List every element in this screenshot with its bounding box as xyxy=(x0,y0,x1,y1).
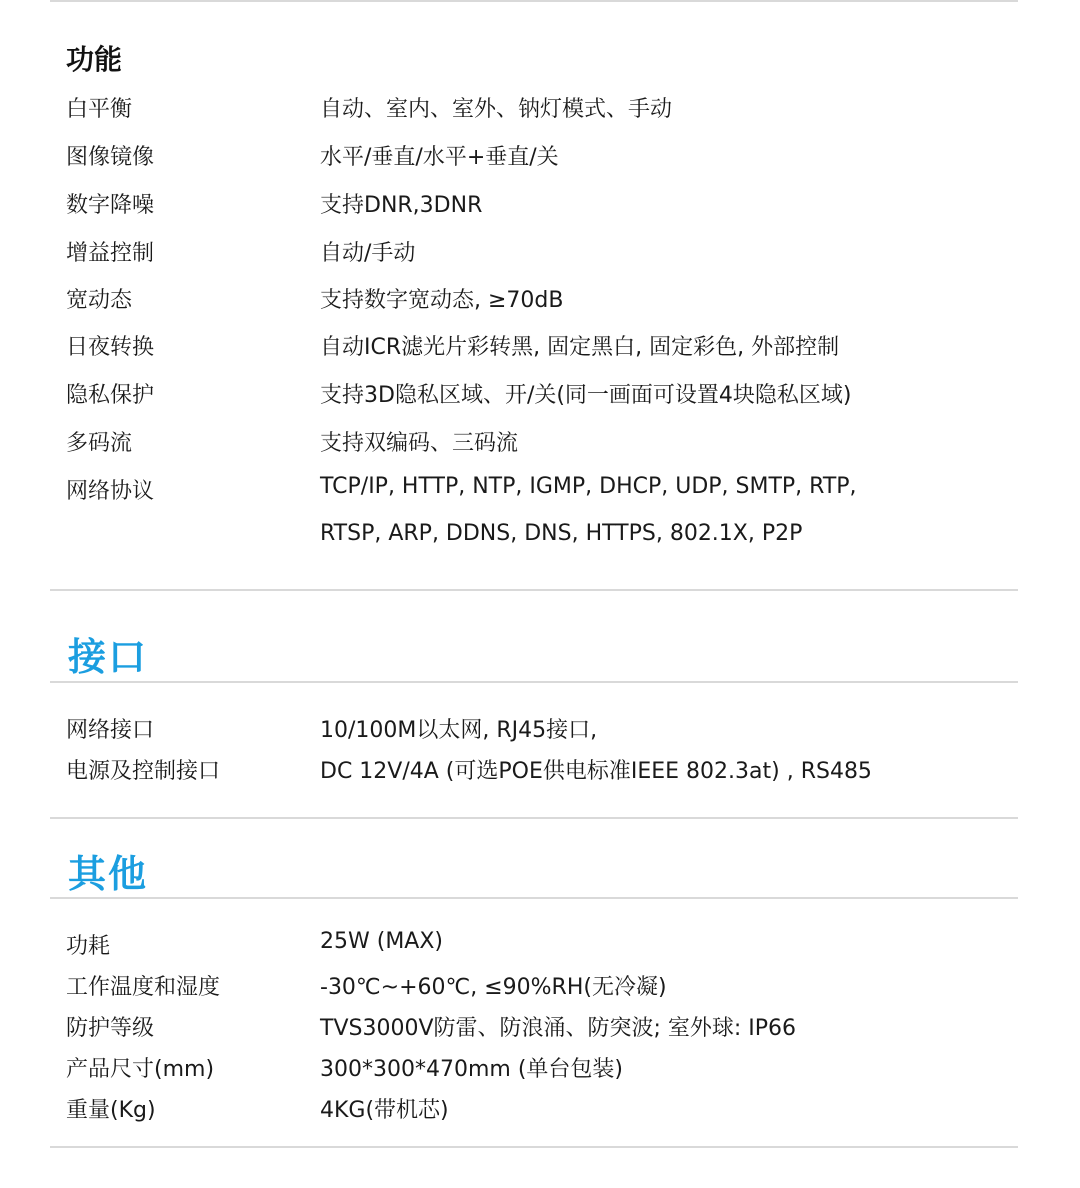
spec-label: 功耗 xyxy=(66,934,111,959)
spec-value: 支持数字宽动态, ≥70dB xyxy=(320,288,564,313)
section-divider xyxy=(50,681,1018,683)
spec-label: 日夜转换 xyxy=(66,335,155,360)
spec-value: 支持DNR,3DNR xyxy=(320,193,483,218)
section-divider xyxy=(50,897,1018,899)
spec-value: 自动/手动 xyxy=(320,241,416,266)
spec-label: 防护等级 xyxy=(66,1016,155,1041)
spec-value: TVS3000V防雷、防浪涌、防突波; 室外球: IP66 xyxy=(320,1016,797,1041)
section-title-others: 其他 xyxy=(68,852,149,896)
spec-label: 宽动态 xyxy=(66,288,133,313)
spec-label: 隐私保护 xyxy=(66,383,155,408)
spec-value: 支持双编码、三码流 xyxy=(320,431,519,456)
spec-label: 图像镜像 xyxy=(66,145,155,170)
spec-value: 支持3D隐私区域、开/关(同一画面可设置4块隐私区域) xyxy=(320,383,852,408)
spec-label: 电源及控制接口 xyxy=(66,759,221,784)
spec-value: 300*300*470mm (单台包装) xyxy=(320,1057,623,1082)
spec-label: 工作温度和湿度 xyxy=(66,975,221,1000)
spec-label: 网络协议 xyxy=(66,479,155,504)
section-title-functions: 功能 xyxy=(66,43,123,76)
spec-label: 网络接口 xyxy=(66,718,155,743)
spec-value: DC 12V/4A (可选POE供电标准IEEE 802.3at) , RS485 xyxy=(320,759,872,784)
spec-value: -30℃~+60℃, ≤90%RH(无冷凝) xyxy=(320,975,667,1000)
spec-label: 数字降噪 xyxy=(66,193,155,218)
spec-label: 重量(Kg) xyxy=(66,1098,156,1123)
spec-value: 自动、室内、室外、钠灯模式、手动 xyxy=(320,97,673,122)
spec-label: 多码流 xyxy=(66,431,133,456)
spec-value: 4KG(带机芯) xyxy=(320,1098,449,1123)
section-divider xyxy=(50,817,1018,819)
section-title-interfaces: 接口 xyxy=(68,635,149,679)
spec-value: 水平/垂直/水平+垂直/关 xyxy=(320,145,559,170)
spec-value: 自动ICR滤光片彩转黑, 固定黑白, 固定彩色, 外部控制 xyxy=(320,335,840,360)
spec-label: 增益控制 xyxy=(66,241,155,266)
spec-value: TCP/IP, HTTP, NTP, IGMP, DHCP, UDP, SMTP, RTP, xyxy=(320,474,857,499)
section-divider xyxy=(50,589,1018,591)
bottom-divider xyxy=(50,1146,1018,1148)
spec-value: 25W (MAX) xyxy=(320,929,444,954)
spec-label: 白平衡 xyxy=(66,97,133,122)
spec-value: 10/100M以太网, RJ45接口, xyxy=(320,718,598,743)
top-divider xyxy=(50,0,1018,2)
spec-label: 产品尺寸(mm) xyxy=(66,1057,215,1082)
spec-value-line2: RTSP, ARP, DDNS, DNS, HTTPS, 802.1X, P2P xyxy=(320,521,803,546)
